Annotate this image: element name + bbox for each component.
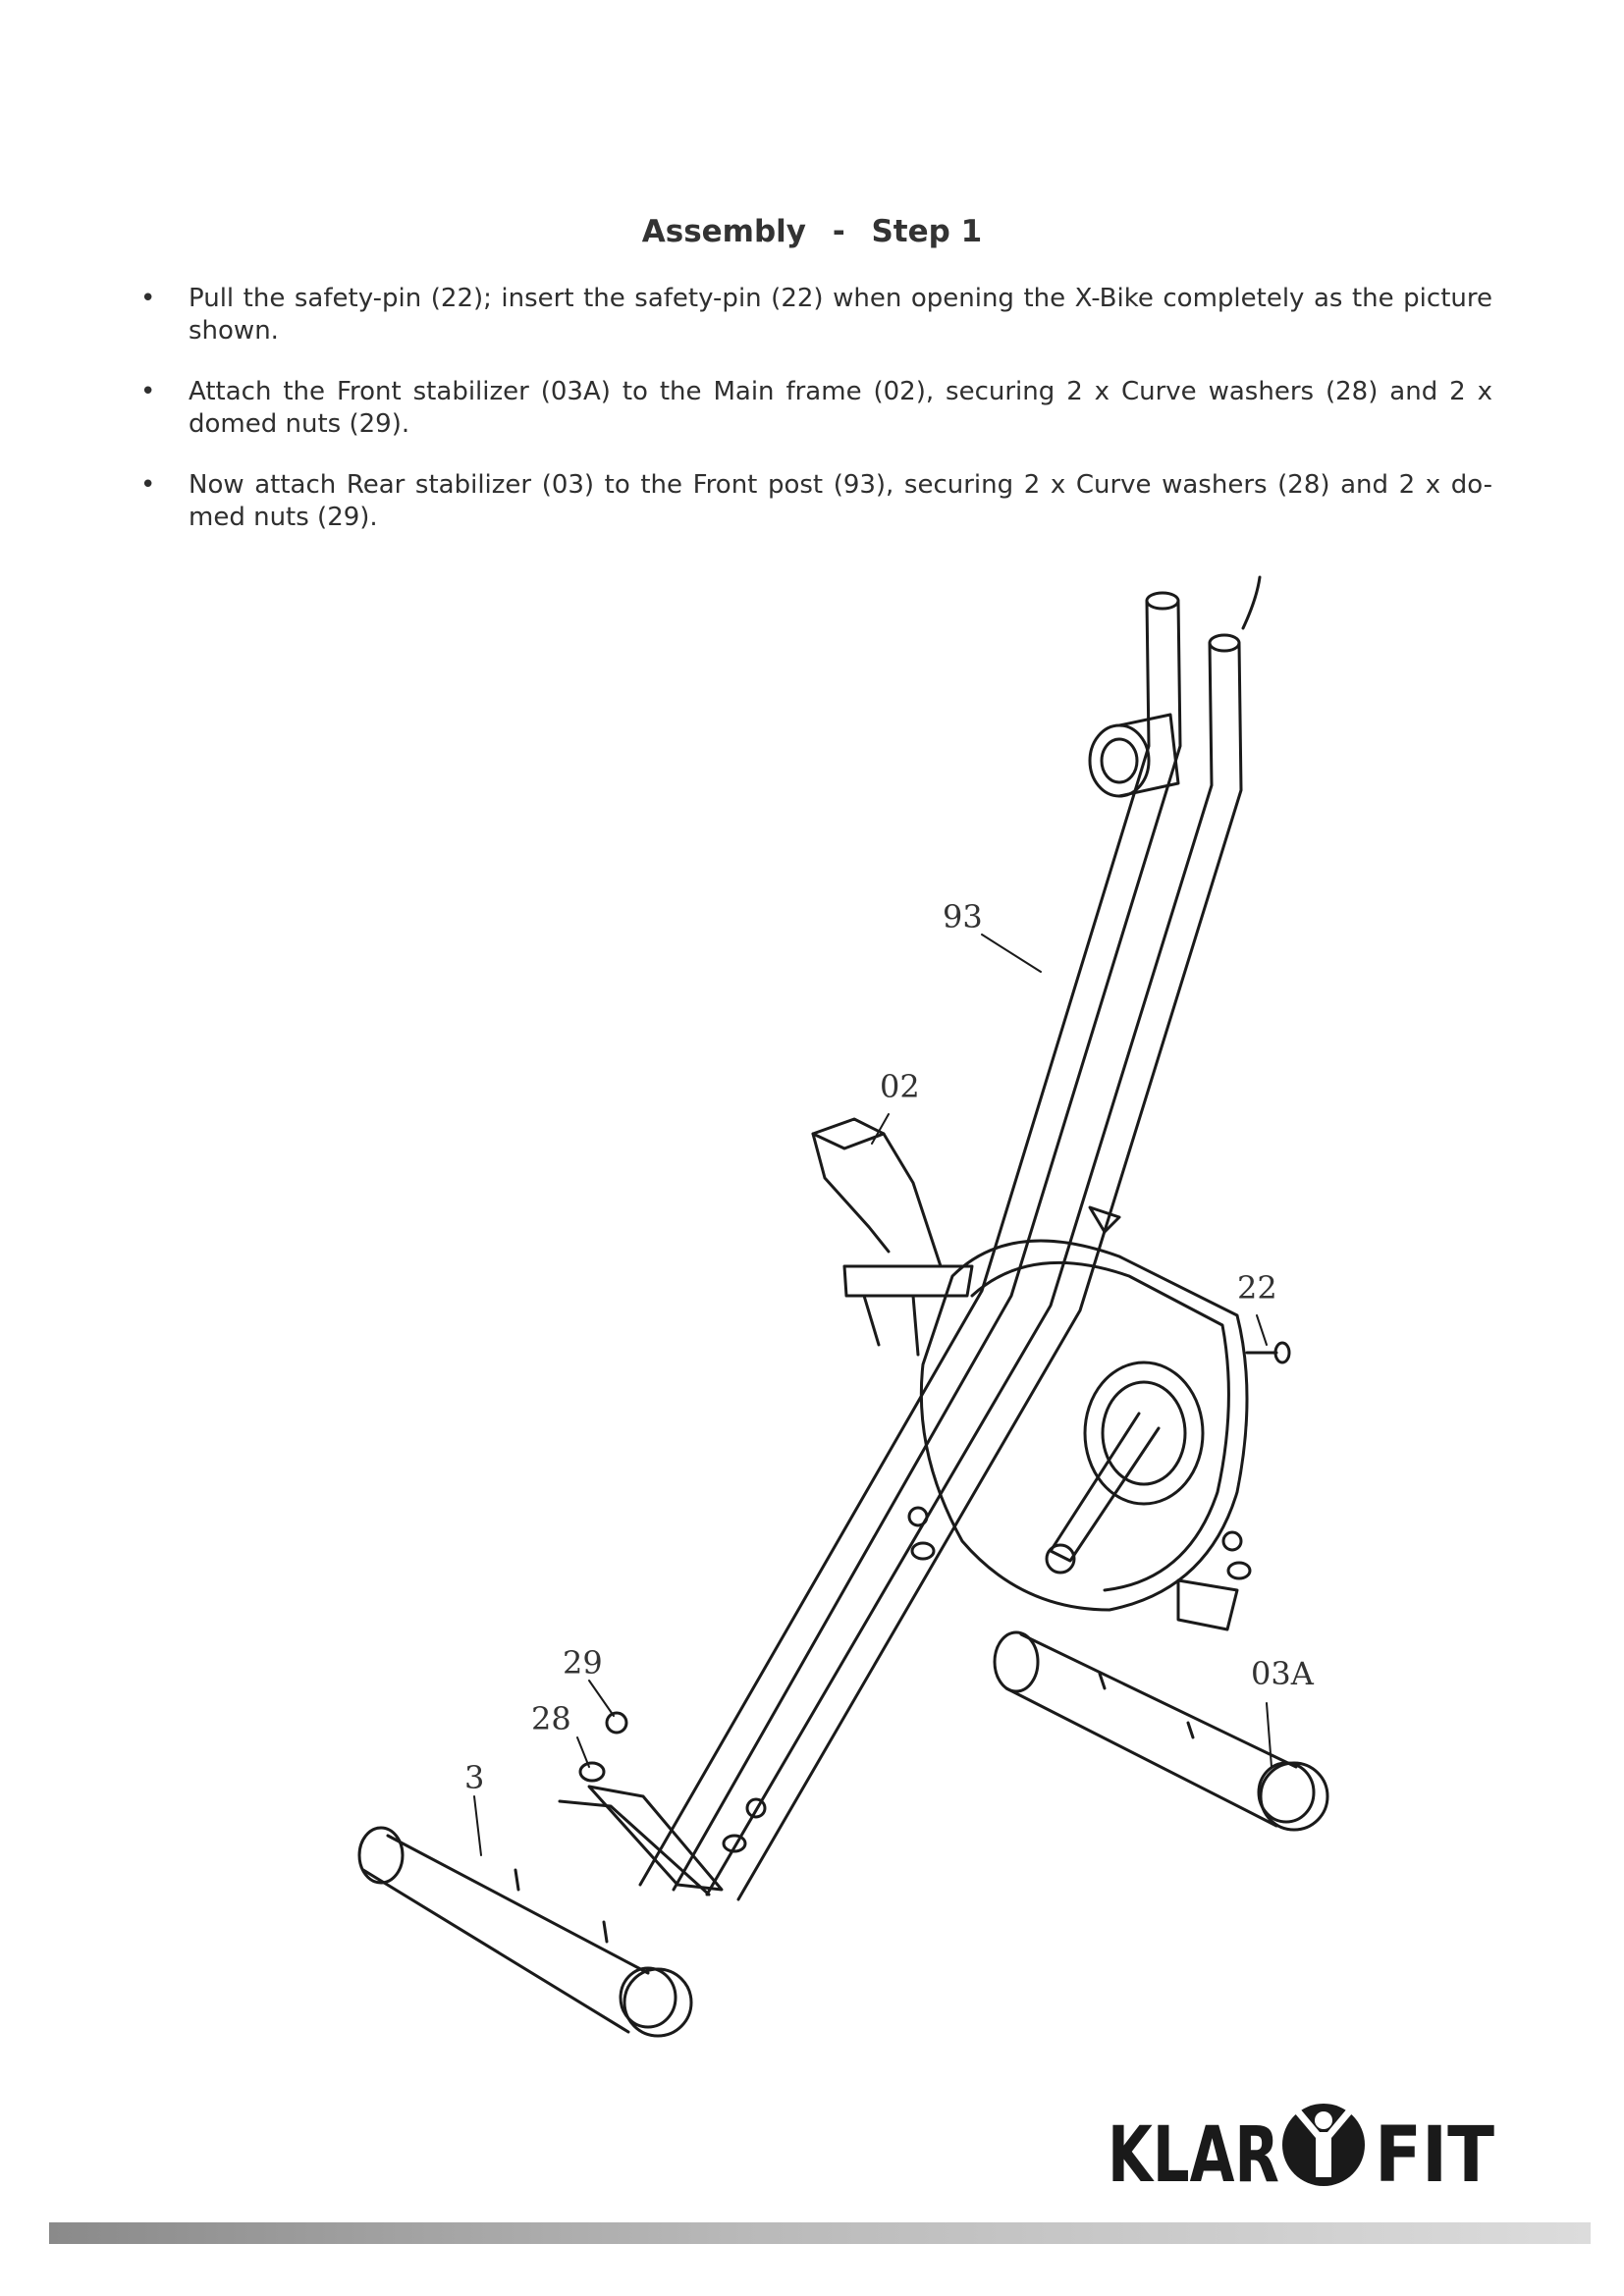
instruction-list [133,283,1492,562]
instruction-text: Attach the Front stabilizer (03A) to the Main frame (02), securing 2 x Curve washers (28) and 2 x domed nuts (29). [189,377,1492,439]
front-stabilizer [995,1580,1327,1830]
leader-lines [474,934,1272,1855]
front-post [640,577,1260,1899]
instruction-item [133,283,1492,347]
callout-28: 28 [531,1700,571,1737]
brand-left-text: KLAR [1108,2111,1279,2199]
brand-emblem-icon [1282,2104,1365,2186]
brand-right-text: FIT [1375,2111,1494,2199]
callout-03a: 03A [1251,1655,1314,1692]
adjustment-knob [1090,715,1178,796]
rear-stabilizer [359,1828,691,2036]
instruction-item [133,376,1492,441]
bullet-icon: • [140,377,156,406]
callout-93: 93 [943,898,983,935]
callout-22: 22 [1237,1269,1277,1307]
instruction-text: Now attach Rear stabilizer (03) to the Front post (93), securing 2 x Curve washers (28) and 2 x do-med nuts (29). [189,470,1492,532]
brand-logo [1108,2091,1500,2199]
callout-29: 29 [563,1644,603,1682]
page-title [0,214,1624,249]
hardware [580,1508,1250,1851]
assembly-diagram [0,550,1624,2081]
bullet-icon: • [140,284,156,313]
bullet-icon: • [140,470,156,500]
callout-3: 3 [464,1759,485,1796]
instruction-text: Pull the safety-pin (22); insert the safety-pin (22) when opening the X-Bike completely as the picture shown. [189,284,1492,346]
footer-bar [49,2222,1591,2244]
safety-pin [1247,1343,1289,1362]
title-separator: - [832,214,845,249]
main-frame [560,1119,972,1895]
callout-02: 02 [880,1068,920,1105]
instruction-item [133,469,1492,534]
title-part2: Step 1 [871,214,983,249]
title-part1: Assembly [641,214,807,249]
